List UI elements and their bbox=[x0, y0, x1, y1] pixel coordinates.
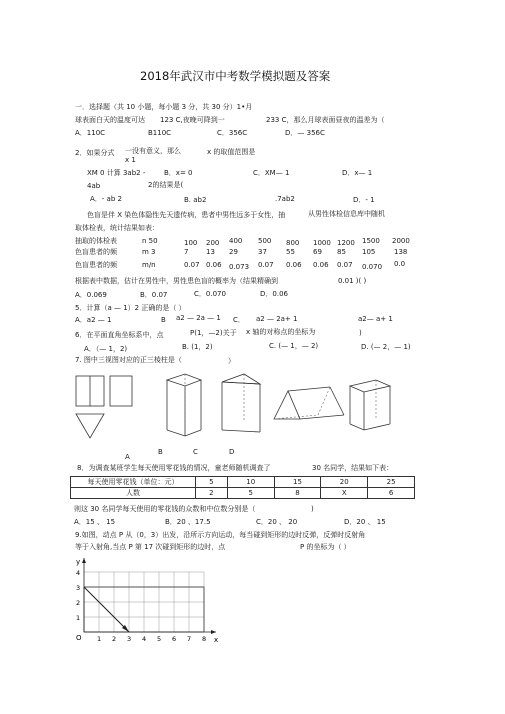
table-row bbox=[71, 477, 415, 488]
q3-expression: 4ab bbox=[87, 182, 101, 190]
q5-option-b: a2 — 2a — 1 bbox=[176, 314, 221, 322]
q4-m-value: 69 bbox=[313, 248, 322, 256]
page-title: 2018年武汉市中考数学模拟题及答案 bbox=[140, 69, 331, 83]
q4-n-value: 500 bbox=[258, 237, 272, 245]
x-axis-label: x bbox=[214, 636, 219, 644]
x-tick-label: 4 bbox=[142, 635, 147, 643]
prism-option-a bbox=[163, 372, 207, 442]
q8-question-b: ) bbox=[311, 505, 314, 513]
q4-f-value: 0.07 bbox=[258, 261, 274, 269]
q7-label-c: C bbox=[193, 448, 198, 456]
q3-stem: 2的结果是( bbox=[148, 181, 184, 189]
x-tick-label: 1 bbox=[97, 635, 102, 643]
q4-n-value: n 50 bbox=[142, 237, 158, 245]
x-tick-label: 7 bbox=[187, 635, 192, 643]
q4-m-value: 37 bbox=[258, 248, 267, 256]
q4-n-value: 100 bbox=[184, 239, 198, 247]
prism-option-c bbox=[270, 385, 348, 431]
q2-option-b: B．x= 0 bbox=[164, 169, 193, 177]
y-tick-label: 3 bbox=[76, 584, 81, 592]
table-row bbox=[71, 488, 415, 499]
q4-n-value: 1200 bbox=[337, 239, 355, 247]
q4-n-value: 2000 bbox=[392, 237, 410, 245]
q4-option-c: C．0.070 bbox=[194, 290, 226, 298]
table-header-cell: 15 bbox=[274, 477, 321, 488]
y-tick-label: 1 bbox=[76, 614, 81, 622]
q4-conclusion-a: 根据表中数据，估计在男性中，男性患色盲的概率为（结果精确到 bbox=[75, 277, 278, 285]
q4-m-value: 7 bbox=[184, 248, 189, 256]
q1-option-c: C．356C bbox=[217, 129, 248, 137]
q4-f-value: 0.073 bbox=[229, 263, 250, 271]
y-axis-label: y bbox=[76, 558, 81, 566]
q4-f-value: 0.07 bbox=[337, 261, 353, 269]
q4-row-label-f: 色盲患者的频 bbox=[75, 261, 117, 269]
q1-stem-b: 123 C,夜晚可降到一 bbox=[160, 116, 225, 124]
q6-stem-a: 6．在平面直角坐标系中，点 bbox=[75, 331, 164, 339]
y-tick-label: 4 bbox=[76, 569, 81, 577]
q8-question-a: 则这 30 名同学每天使用的零花钱的众数和中位数分别是（ bbox=[74, 505, 256, 513]
q4-option-b: B．0.07 bbox=[140, 291, 168, 299]
table-cell: 2 bbox=[196, 488, 228, 499]
q8-stem-b: 30 名同学，结果如下表： bbox=[312, 464, 394, 472]
table-header-cell: 每天使用零花钱（单位：元） bbox=[71, 477, 196, 488]
x-tick-label: 3 bbox=[127, 635, 132, 643]
q8-option-a: A．15 、 15 bbox=[74, 518, 116, 526]
q2-stem-c: x 的取值范围是 bbox=[207, 148, 256, 156]
q4-stem-a: 色盲是伴 X 染色体隐性先天遗传病，患者中男性远多于女性，抽 bbox=[87, 211, 286, 219]
table-header-cell: 20 bbox=[321, 477, 368, 488]
q4-row-label-n: 抽取的体检表 bbox=[75, 237, 117, 245]
q6-stem-d: ) bbox=[359, 329, 362, 337]
q5-option-a: A．a2 — 1 bbox=[75, 316, 112, 324]
q4-f-value: 0.06 bbox=[206, 261, 222, 269]
x-tick-label: 5 bbox=[157, 635, 162, 643]
q4-m-value: 138 bbox=[394, 248, 408, 256]
origin-label: O bbox=[76, 634, 82, 642]
q4-n-value: 200 bbox=[206, 239, 220, 247]
table-cell: 5 bbox=[227, 488, 274, 499]
table-cell: 人数 bbox=[71, 488, 196, 499]
q9-line2-a: 等于入射角,当点 P 第 17 次碰到矩形的边时，点 bbox=[75, 543, 226, 551]
q4-m-value: 29 bbox=[229, 248, 238, 256]
q4-row-label-m: 色盲患者的频 bbox=[75, 248, 117, 256]
q5-option-c-label: C． bbox=[233, 316, 245, 324]
q7-stem: 7. 图中三视图对应的正三棱柱是（ bbox=[75, 356, 182, 364]
q2-fraction-denominator: x 1 bbox=[125, 156, 136, 164]
q5-option-c: a2 — 2a+ 1 bbox=[256, 315, 298, 323]
q4-m-value: 13 bbox=[206, 248, 215, 256]
q4-n-value: 1500 bbox=[362, 237, 380, 245]
q4-f-value: 0.070 bbox=[362, 263, 383, 271]
q4-m-value: 55 bbox=[286, 248, 295, 256]
q6-stem-c: x 轴的对称点的坐标为 bbox=[246, 328, 316, 336]
q8-option-b: B．20 、17.5 bbox=[165, 518, 211, 526]
q6-option-a: A．（— 1，2) bbox=[84, 345, 128, 353]
q4-stem-c: 取体检表，统计结果如表： bbox=[75, 224, 159, 232]
y-tick-label: 2 bbox=[76, 599, 81, 607]
q7-label-a: A bbox=[125, 453, 130, 461]
table-header-cell: 25 bbox=[368, 477, 415, 488]
side-view bbox=[110, 376, 132, 406]
table-cell: 6 bbox=[368, 488, 415, 499]
q4-f-value: 0.06 bbox=[313, 261, 329, 269]
q5-option-b-label: B bbox=[161, 316, 166, 324]
q6-stem-b: P(1，—2)关于 bbox=[190, 329, 237, 337]
table-header-cell: 5 bbox=[196, 477, 228, 488]
q9-grid-figure bbox=[70, 554, 220, 644]
q6-option-c: C. (— 1，— 2) bbox=[269, 342, 319, 350]
table-header-cell: 10 bbox=[227, 477, 274, 488]
q4-conclusion-b: 0.01 )( ) bbox=[338, 277, 367, 285]
q4-f-value: 0.07 bbox=[184, 261, 200, 269]
q2-option-d: D．x— 1 bbox=[342, 169, 373, 177]
prism-option-b bbox=[218, 372, 266, 442]
q9-line2-b: P 的坐标为（ ） bbox=[300, 543, 351, 551]
q3-option-c: .7ab2 bbox=[275, 195, 295, 203]
motion-path bbox=[84, 587, 129, 632]
q4-n-value: 400 bbox=[229, 237, 243, 245]
q2-option-c: C．XM— 1 bbox=[253, 169, 290, 177]
prism-option-d bbox=[346, 378, 396, 434]
q4-n-value: 800 bbox=[286, 239, 300, 247]
q1-stem-c: 233 C，那么月球表面昼夜的温差为（ bbox=[266, 116, 385, 124]
q2-option-a: XM 0 计算 3ab2 - bbox=[87, 169, 146, 177]
q4-f-value: 0.0 bbox=[394, 260, 406, 268]
q6-option-b: B. (1，2) bbox=[182, 343, 213, 351]
q4-f-value: m/n bbox=[142, 261, 156, 269]
x-tick-label: 8 bbox=[202, 635, 207, 643]
q8-stem-a: 8．为调查某班学生每天使用零花钱的情况，童老师随机调查了 bbox=[77, 464, 271, 472]
q8-option-d: D．20 、 15 bbox=[344, 518, 386, 526]
q1-option-b: B110C bbox=[148, 129, 172, 137]
table-cell: 8 bbox=[274, 488, 321, 499]
section-heading: 一．选择题（共 10 小题，每小题 3 分，共 30 分）1•月 bbox=[75, 103, 253, 111]
q4-f-value: 0.06 bbox=[286, 261, 302, 269]
q1-option-d: D．— 356C bbox=[285, 129, 325, 137]
q1-option-a: A．110C bbox=[75, 129, 106, 137]
q2-stem-a: 2．如果分式 bbox=[75, 149, 115, 157]
three-views-figure bbox=[72, 374, 142, 450]
q1-stem-a: 球表面白天的温度可达 bbox=[75, 116, 145, 124]
q4-option-d: D．0.06 bbox=[260, 290, 288, 298]
table-cell: X bbox=[321, 488, 368, 499]
q7-label-b: B bbox=[158, 448, 163, 456]
q3-option-a: A．- ab 2 bbox=[90, 195, 122, 203]
q4-stem-b: 从男性体检信息库中随机 bbox=[308, 210, 385, 218]
q3-option-b: B. ab2 bbox=[184, 196, 207, 204]
q8-table bbox=[70, 476, 415, 499]
top-view bbox=[76, 414, 104, 438]
q7-stem-end: ） bbox=[228, 357, 235, 365]
q5-stem: 5．计算（a — 1）2 正确的是（ ） bbox=[75, 304, 186, 312]
x-tick-label: 2 bbox=[112, 635, 117, 643]
x-tick-label: 6 bbox=[172, 635, 177, 643]
q8-option-c: C．20 、 20 bbox=[256, 518, 298, 526]
q4-option-a: A．0.069 bbox=[75, 291, 107, 299]
q5-option-d: a2— a+ 1 bbox=[358, 315, 393, 323]
q4-n-value: 1000 bbox=[313, 239, 331, 247]
q3-option-d: D．- 1 bbox=[353, 196, 375, 204]
q4-m-value: 85 bbox=[337, 248, 346, 256]
q4-m-value: 105 bbox=[362, 248, 376, 256]
q9-line1: 9.如图，动点 P 从（0，3）出发，沿所示方向运动，每当碰到矩形的边时反弹，反弹时反射角 bbox=[75, 531, 366, 539]
q4-m-value: m 3 bbox=[142, 248, 156, 256]
q7-label-d: D bbox=[229, 448, 235, 456]
q6-option-d: D. (— 2，— 1) bbox=[361, 343, 411, 351]
q2-stem-b: 一没有意义，那么 bbox=[125, 147, 181, 155]
